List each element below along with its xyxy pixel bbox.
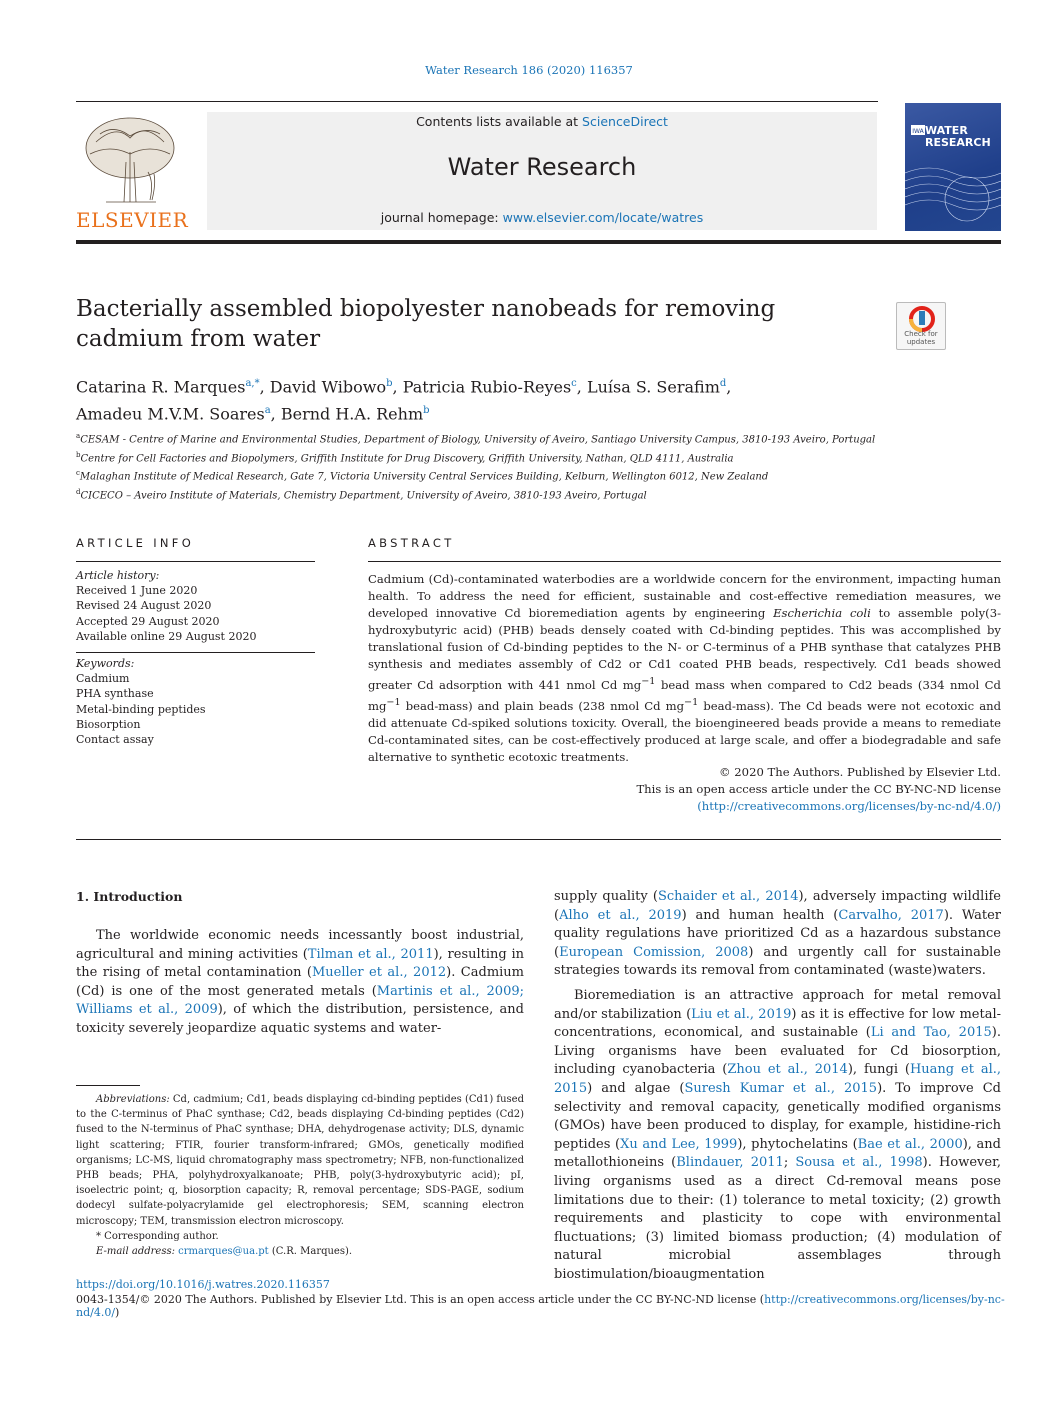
masthead-top-rule [76,101,878,102]
affiliation-text: CESAM - Centre of Marine and Environmental Studies, Department of Biology, University of Aveiro, Santiago University Campus, 3810-193 Aveiro, Portugal [80,434,876,446]
author-name[interactable]: Amadeu M.V.M. Soares [76,404,265,424]
sciencedirect-link[interactable]: ScienceDirect [582,114,668,129]
intro-left-column [76,927,524,1039]
introduction-heading: 1. Introduction [76,889,183,904]
citation-link[interactable]: Carvalho, 2017 [838,907,944,923]
intro-paragraph [554,888,1001,981]
affiliation-text: Malaghan Institute of Medical Research, Gate 7, Victoria University Central Services Building, Kelburn, Wellington 6012, New Zealand [79,471,769,483]
history-item: Accepted 29 August 2020 [76,614,220,628]
keywords-heading: Keywords: [76,657,135,670]
author-name[interactable]: Bernd H.A. Rehm [280,404,424,424]
crossmark-label[interactable]: Check for updates [904,330,938,346]
body-text: ), resulting in the rising of metal contamination ( [76,946,524,981]
email-link[interactable]: crmarques@ua.pt [178,1246,269,1258]
keyword-item[interactable]: PHA synthase [76,687,154,701]
body-text: ) and human health ( [681,907,839,923]
citation-link[interactable]: Zhou et al., 2014 [727,1062,848,1078]
keyword-item[interactable]: Cadmium [76,672,130,686]
author-name[interactable]: Luísa S. Serafim [586,377,720,397]
citation-link[interactable]: Blindauer, 2011 [676,1155,784,1171]
author-name[interactable]: Patricia Rubio-Reyes [402,377,572,397]
article-history [76,568,316,644]
body-text: ), phytochelatins ( [737,1136,858,1152]
body-text: ) and urgently call for sustainable strategies towards its removal from contaminated (waste)waters. [554,944,1001,979]
citation-link[interactable]: Li and Tao, 2015 [870,1025,992,1041]
journal-cover-image[interactable] [905,103,1001,231]
author-affiliation-marker[interactable]: a,* [245,378,260,389]
author-line-2: Amadeu M.V.M. Soares$^a$, Bernd H.A. Rehm$^b$ [76,404,430,424]
citation-link[interactable]: Sousa et al., 1998 [795,1155,923,1171]
body-text: ) as it is effective for low metal-concentrations, economical, and sustainable ( [554,1006,1002,1041]
citation-link[interactable]: Tilman et al., 2011 [307,946,434,962]
author-name[interactable]: Catarina R. Marques [76,377,246,397]
keywords-block [76,656,316,747]
contents-line: Contents lists available at ScienceDirect [416,114,668,129]
body-text: ). Water quality regulations have prioritized Cd as a hazardous substance ( [554,907,1002,960]
author-affiliation-marker[interactable]: a [264,405,271,417]
keyword-item[interactable]: Biosorption [76,717,141,731]
homepage-link[interactable]: www.elsevier.com/locate/watres [502,210,704,225]
keyword-item[interactable]: Contact assay [76,733,154,747]
affiliation-marker: b [76,450,81,459]
intro-paragraph [76,927,524,1039]
body-text: supply quality ( [554,889,658,904]
cover-badge: IWA [912,128,924,135]
author-affiliation-marker[interactable]: c [571,378,577,389]
citation-link[interactable]: Martinis et al., 2009; Williams et al., 2009 [76,983,524,1018]
affiliations [76,429,976,504]
abbreviations-footnote: Abbreviations: Cd, cadmium; Cd1, beads displaying cd-binding peptides (Cd1) fused to the C-terminus of PhaC synthase; Cd2, beads displaying Cd-binding peptides (Cd2) fused to the N-terminus of PhaC synthase; DHA, dehydrogenase activity; DLS, dynamic light scattering; FTIR, fourier transform-infrared; GMOs, genetically modified organisms; LC-MS, liquid chromatography mass spectrometry; NFB, non-functionalized PHB beads; PHA, polyhydroxyalkanoate; PHB, poly(3-hydroxybutyric acid); pI, isoelectric point; q, biosorption capacity; R, removal percentage; SDS-PAGE, sodium dodecyl sulfate-polyacrylamide gel electrophoresis; SEM, scanning electron microscopy; TEM, transmission electron microscopy. [76,1094,524,1227]
history-item: Revised 24 August 2020 [76,599,212,613]
affiliation-marker: c [76,469,80,478]
author-affiliation-marker[interactable]: d [719,378,727,389]
citation-link[interactable]: Schaider et al., 2014 [658,889,799,904]
intro-right-column [554,888,1001,1284]
body-text: ). Cadmium (Cd) is one of the most generated metals ( [76,965,525,999]
history-item: Available online 29 August 2020 [76,629,257,643]
body-text: ; [783,1155,796,1171]
article-info-rule [76,561,315,562]
citation-link[interactable]: Mueller et al., 2012 [311,965,447,981]
intro-paragraph [554,987,1001,1285]
author-name[interactable]: David Wibowo [269,377,387,397]
body-text: ), fungi ( [847,1062,910,1078]
affiliation-marker: d [76,487,81,496]
history-heading: Article history: [76,569,160,582]
corresponding-author-note: * Corresponding author. [96,1230,219,1242]
affiliation-marker: a [76,432,81,440]
copyright-notice: © 2020 The Authors. Published by Elsevier Ltd. This is an open access article under the CC BY-NC-ND license (http://creativecommons.org/licenses/by-nc-nd/4.0/) [368,764,1001,815]
affiliation-text: Centre for Cell Factories and Biopolymers, Griffith Institute for Drug Discovery, Griffith University, Nathan, QLD 4111, Australia [80,452,734,464]
journal-reference[interactable]: Water Research 186 (2020) 116357 [425,63,633,77]
citation-link[interactable]: Xu and Lee, 1999 [620,1136,738,1152]
citation-link[interactable]: Bae et al., 2000 [857,1136,963,1152]
keywords-rule [76,652,315,653]
email-note: E-mail address: crmarques@ua.pt (C.R. Marques). [96,1246,353,1258]
footnote-rule [76,1085,140,1086]
journal-title: Water Research [447,153,637,181]
citation-link[interactable]: Suresh Kumar et al., 2015 [684,1080,878,1096]
abstract-heading: ABSTRACT [368,536,455,550]
body-text: Bioremediation is an attractive approach for metal removal and/or stabilization ( [554,987,1001,1022]
history-item: Received 1 June 2020 [76,584,198,598]
abstract-text: Cadmium (Cd)-contaminated waterbodies are a worldwide concern for the environment, impacting human health. To address the need for efficient, sustainable and cost-effective remediation measures, we developed innovative Cd bioremediation agents by engineering Escherichia coli to assemble poly(3-hydroxybutyric acid) (PHB) beads densely coated with Cd-binding peptides. This was accomplished by translational fusion of Cd-binding peptides to the N- or C-terminus of a PHB synthase that catalyzes PHB synthesis and mediates assembly of Cd2 or Cd1 coated PHB beads, respectively. Cd1 beads showed greater Cd adsorption with 441 nmol Cd $mg^{-1}$ bead mass when compared to Cd2 beads (334 nmol Cd $mg^{-1}$ bead-mass) and plain beads (238 nmol Cd $mg^{-1}$ bead-mass). The Cd beads were not ecotoxic and did attenuate Cd-spiked solutions toxicity. Overall, the bioengineered beads provide a means to remediate Cd-contaminated sites, can be cost-effectively produced at large scale, and offer a biodegradable and safe alternative to synthetic ecotoxic treatments. [368,572,1001,764]
affiliation-item [76,448,976,467]
citation-link[interactable]: Alho et al., 2019 [559,907,682,923]
elsevier-wordmark[interactable]: ELSEVIER [76,208,189,232]
author-affiliation-marker[interactable]: b [386,378,393,389]
citation-link[interactable]: European Comission, 2008 [559,944,749,960]
body-text: ), adversely impacting wildlife ( [554,889,1001,923]
crossmark-ring-icon [897,303,947,333]
issn-license-line: 0043-1354/© 2020 The Authors. Published by Elsevier Ltd. This is an open access article under the CC BY-NC-ND license (http://creativecommons.org/licenses/by-nc-nd/4.0/) [76,1293,1005,1319]
cover-title: WATER RESEARCH [925,124,991,149]
article-info-heading: ARTICLE INFO [76,536,195,550]
affiliation-item [76,485,976,504]
citation-link[interactable]: Liu et al., 2019 [691,1006,792,1022]
masthead-bottom-rule [76,240,1001,244]
body-text: ). To improve Cd selectivity and removal capacity, genetically modified organisms (GMOs) have been produced to display, for example, histidine-rich peptides ( [554,1080,1001,1152]
section-divider [76,839,1001,840]
author-line-1: Catarina R. Marques$^{a,*}$, David Wibowo$^b$, Patricia Rubio-Reyes$^c$, Luísa S. Serafim$^d$, [76,377,732,397]
body-text: ). Living organisms have been evaluated for Cd biosorption, including cyanobacteria ( [554,1025,1001,1078]
journal-homepage: journal homepage: www.elsevier.com/locate/watres [380,210,704,225]
footnotes [76,1092,524,1259]
affiliation-item [76,466,976,485]
cover-wave-graphic-icon [905,103,1001,231]
body-text: The worldwide economic needs incessantly boost industrial, agricultural and mining activities ( [76,928,524,962]
body-text: ). However, living organisms used as a direct Cd-removal means pose limitations due to their: (1) tolerance to metal toxicity; (2) growth requirements and plasticity to cope with environmental fluctuations; (3) limited biomass production; (4) modulation of natural microbial assemblages through biostimulation/bioaugmentation [554,1155,1002,1282]
affiliation-item [76,429,976,448]
footer-license-link[interactable]: http://creativecommons.org/licenses/by-nc-nd/4.0/ [76,1293,1005,1319]
license-link[interactable]: (http://creativecommons.org/licenses/by-nc-nd/4.0/) [697,799,1001,813]
abstract-rule [368,561,1001,562]
author-list [76,372,976,427]
author-affiliation-marker[interactable]: b [423,405,430,417]
body-text: ), of which the distribution, persistence, and toxicity severely jeopardize aquatic systems and water- [76,1002,524,1036]
keyword-item[interactable]: Metal-binding peptides [76,702,206,716]
affiliation-text: CICECO – Aveiro Institute of Materials, Chemistry Department, University of Aveiro, 3810-193 Aveiro, Portugal [80,490,647,502]
doi-link[interactable]: https://doi.org/10.1016/j.watres.2020.116357 [76,1278,330,1291]
body-text: ), and metallothioneins ( [554,1136,1001,1171]
body-text: ) and algae ( [587,1080,685,1096]
citation-link[interactable]: Huang et al., 2015 [554,1062,1001,1096]
article-title: Bacterially assembled biopolyester nanobeads for removing cadmium from water [76,296,776,352]
